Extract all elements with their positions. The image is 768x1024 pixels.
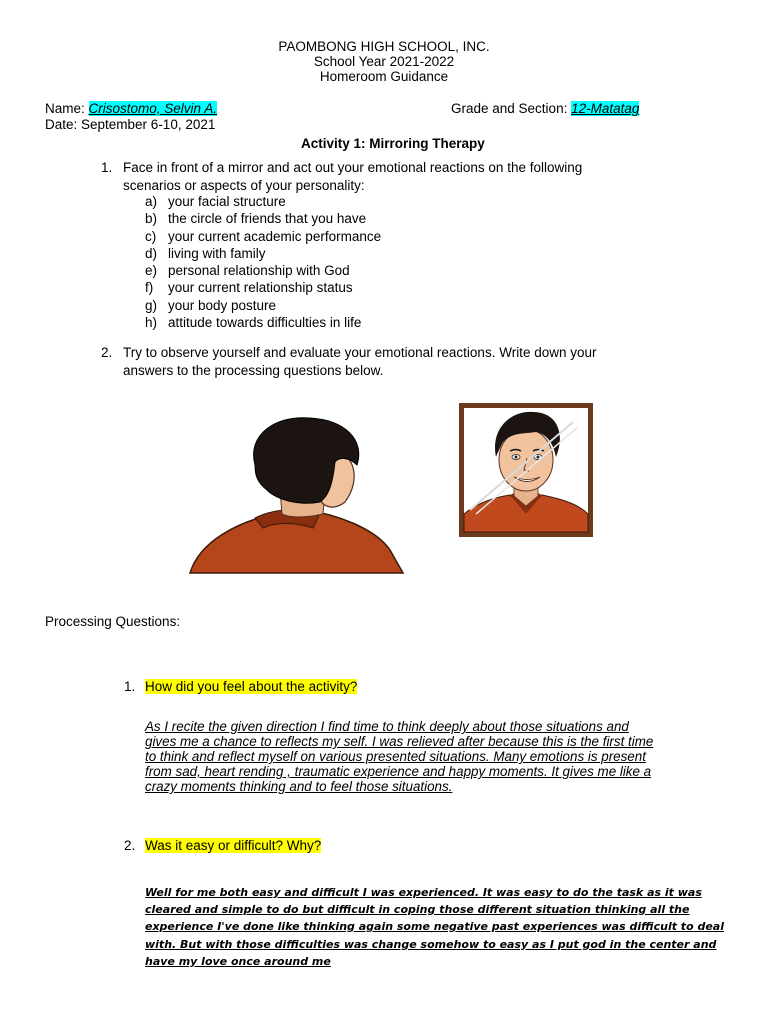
scenario-text: your current relationship status xyxy=(168,280,353,295)
scenario-text: your current academic performance xyxy=(168,229,382,244)
answer1-line: crazy moments thinking and to feel those situations. xyxy=(145,779,453,794)
scenario-text: personal relationship with God xyxy=(168,263,350,278)
scenario-text: your facial structure xyxy=(168,194,286,209)
answer2-line: experience I've done like thinking again some negative past experiences was difficult to deal xyxy=(145,920,724,933)
scenario-letter: c) xyxy=(145,229,157,244)
scenario-letter: e) xyxy=(145,263,158,278)
step2-number: 2. xyxy=(101,345,113,360)
question2-highlight: Was it easy or difficult? Why? xyxy=(145,838,322,853)
step2-line1: Try to observe yourself and evaluate your emotional reactions. Write down your xyxy=(123,345,597,360)
scenario-text: living with family xyxy=(168,246,266,261)
date-line: Date: September 6-10, 2021 xyxy=(45,117,216,132)
name-label: Name: xyxy=(45,101,89,116)
step1-line1: Face in front of a mirror and act out your emotional reactions on the following xyxy=(123,160,583,175)
school-year: School Year 2021-2022 xyxy=(313,54,455,69)
subject-title: Homeroom Guidance xyxy=(319,69,449,84)
question1-number: 1. xyxy=(124,679,136,694)
answer2-line: have my love once around me xyxy=(145,955,331,968)
question1-highlight: How did you feel about the activity? xyxy=(145,679,358,694)
grade-label: Grade and Section: xyxy=(451,101,572,116)
answer1-line: gives me a chance to reflects my self. I was relieved after because this is the first time xyxy=(145,734,654,749)
grade-line xyxy=(451,101,639,116)
question2-number: 2. xyxy=(124,838,136,853)
scenario-letter: f) xyxy=(145,280,154,295)
step2-line2: answers to the processing questions below. xyxy=(123,363,384,378)
scenario-text: attitude towards difficulties in life xyxy=(168,315,362,330)
processing-heading: Processing Questions: xyxy=(45,614,181,629)
answer2-line: cleared and simple to do but difficult in coping those different situation thinking all the xyxy=(145,903,690,916)
answer1-line: from sad, heart rending , traumatic experience and happy moments. It gives me like a xyxy=(145,764,652,779)
scenario-letter: d) xyxy=(145,246,158,261)
answer1-line: to think and reflect myself on various presented situations. Many emotions is present xyxy=(145,749,646,764)
answer1-line: As I recite the given direction I find time to think deeply about those situations and xyxy=(145,719,629,734)
scenario-text: your body posture xyxy=(168,298,277,313)
answer2-line: Well for me both easy and difficult I was experienced. It was easy to do the task as it was xyxy=(145,886,702,899)
scenario-letter: g) xyxy=(145,298,158,313)
scenario-letter: b) xyxy=(145,211,158,226)
name-line xyxy=(45,101,217,116)
step1-number: 1. xyxy=(101,160,113,175)
scenario-letter: a) xyxy=(145,194,158,209)
school-name: PAOMBONG HIGH SCHOOL, INC. xyxy=(278,39,490,54)
man-back-illustration xyxy=(185,410,410,578)
grade-value: 12-Matatag xyxy=(571,101,640,116)
step1-line2: scenarios or aspects of your personality: xyxy=(123,178,365,193)
answer2-line: with. But with those difficulties was change somehow to easy as I put god in the center and xyxy=(145,938,717,951)
question2-text xyxy=(145,838,321,853)
name-value: Crisostomo, Selvin A. xyxy=(88,101,218,116)
scenario-letter: h) xyxy=(145,315,158,330)
scenario-text: the circle of friends that you have xyxy=(168,211,367,226)
mirror-reflection-illustration xyxy=(458,402,594,538)
question1-text xyxy=(145,679,357,694)
activity-title: Activity 1: Mirroring Therapy xyxy=(301,136,485,151)
